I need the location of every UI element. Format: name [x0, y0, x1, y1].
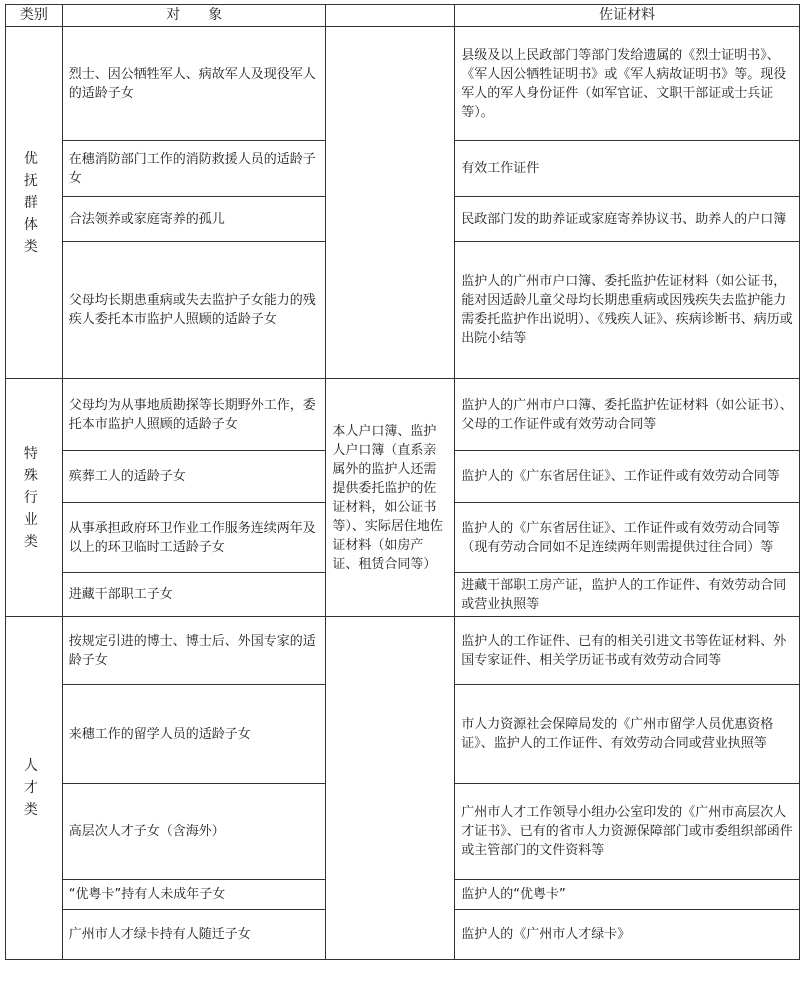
- category-cell: 特殊行业类: [6, 379, 63, 617]
- evidence-cell: 监护人的广州市户口簿、委托监护佐证材料（如公证书，能对因适龄儿童父母均长期患重病或因残疾失去监护能力需委托监护作出说明）、《残疾人证》、疾病诊断书、病历或出院小结等: [455, 242, 800, 379]
- object-cell: 广州市人才绿卡持有人随迁子女: [62, 910, 326, 960]
- header-gap: [326, 5, 455, 27]
- header-evidence: 佐证材料: [455, 5, 800, 27]
- object-cell: 父母均长期患重病或失去监护子女能力的残疾人委托本市监护人照顾的适龄子女: [62, 242, 326, 379]
- evidence-cell: 广州市人才工作领导小组办公室印发的《广州市高层次人才证书》、已有的省市人力资源保障部门或市委组织部函件或主管部门的文件资料等: [455, 784, 800, 880]
- object-cell: 从事承担政府环卫作业工作服务连续两年及以上的环卫临时工适龄子女: [62, 503, 326, 573]
- materials-table: [5, 4, 800, 960]
- evidence-cell: 民政部门发的助养证或家庭寄养协议书、助养人的户口簿: [455, 197, 800, 242]
- evidence-cell: 市人力资源社会保障局发的《广州市留学人员优惠资格证》、监护人的工作证件、有效劳动合同或营业执照等: [455, 685, 800, 784]
- category-cell: 优抚群体类: [6, 27, 63, 379]
- evidence-cell: 监护人的《广东省居住证》、工作证件或有效劳动合同等（现有劳动合同如不足连续两年则需提供过往合同）等: [455, 503, 800, 573]
- object-cell: “优粤卡”持有人未成年子女: [62, 880, 326, 910]
- object-cell: 烈士、因公牺牲军人、病故军人及现役军人的适龄子女: [62, 27, 326, 141]
- object-cell: 按规定引进的博士、博士后、外国专家的适龄子女: [62, 617, 326, 685]
- category-cell: 人才类: [6, 617, 63, 960]
- table-row: [6, 379, 800, 451]
- object-cell: 高层次人才子女（含海外）: [62, 784, 326, 880]
- object-cell: 在穗消防部门工作的消防救援人员的适龄子女: [62, 141, 326, 197]
- object-cell: 父母均为从事地质勘探等长期野外工作，委托本市监护人照顾的适龄子女: [62, 379, 326, 451]
- evidence-cell: 县级及以上民政部门等部门发给遗属的《烈士证明书》、《军人因公牺牲证明书》或《军人病故证明书》等。现役军人的军人身份证件（如军官证、文职干部证或士兵证等）。: [455, 27, 800, 141]
- object-cell: 合法领养或家庭寄养的孤儿: [62, 197, 326, 242]
- evidence-cell: 监护人的《广东省居住证》、工作证件或有效劳动合同等: [455, 451, 800, 503]
- table-row: [6, 617, 800, 685]
- evidence-cell: 监护人的“优粤卡”: [455, 880, 800, 910]
- common-materials-cell: 本人户口簿、监护人户口簿（直系亲属外的监护人还需提供委托监护的佐证材料，如公证书等）、实际居住地佐证材料（如房产证、租赁合同等）: [326, 379, 455, 617]
- evidence-cell: 进藏干部职工房产证，监护人的工作证件、有效劳动合同或营业执照等: [455, 573, 800, 617]
- gap-cell: [326, 27, 455, 379]
- header-row: [6, 5, 800, 27]
- gap-cell: [326, 617, 455, 960]
- object-cell: 殡葬工人的适龄子女: [62, 451, 326, 503]
- evidence-cell: 有效工作证件: [455, 141, 800, 197]
- header-category: 类别: [6, 5, 63, 27]
- evidence-cell: 监护人的《广州市人才绿卡》: [455, 910, 800, 960]
- evidence-cell: 监护人的广州市户口簿、委托监护佐证材料（如公证书）、父母的工作证件或有效劳动合同等: [455, 379, 800, 451]
- object-cell: 进藏干部职工子女: [62, 573, 326, 617]
- object-cell: 来穗工作的留学人员的适龄子女: [62, 685, 326, 784]
- table-row: [6, 27, 800, 141]
- header-object: 对 象: [62, 5, 326, 27]
- evidence-cell: 监护人的工作证件、已有的相关引进文书等佐证材料、外国专家证件、相关学历证书或有效劳动合同等: [455, 617, 800, 685]
